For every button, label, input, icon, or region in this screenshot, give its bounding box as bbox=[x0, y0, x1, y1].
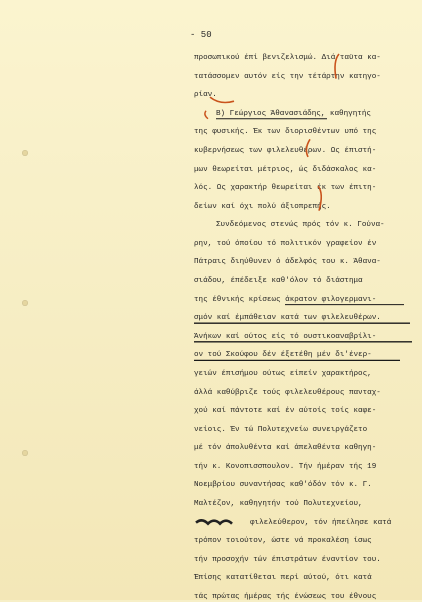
text-line: τατάσσομεν αυτόν είς την τέτάρτην κατηγο- bbox=[194, 72, 381, 81]
text-line: τάς πρώτας ήμέρας τής ένώσεως του έθνους bbox=[194, 593, 377, 601]
punch-hole bbox=[22, 300, 28, 306]
text-line: τήν προσοχήν τών έπιστράτων έναντίον του. bbox=[194, 555, 381, 564]
text-line: προσωπικού έπί βενιζελισμώ. Διά ταϋτα κα- bbox=[194, 54, 381, 62]
page-number: - 50 bbox=[190, 30, 212, 40]
text-line: τρόπον τοιούτον, ώστε νά προκαλέση ίσως bbox=[194, 537, 372, 546]
punch-hole bbox=[22, 150, 28, 156]
text-line: μέ τόν άπολυθέντα καί άπελαθέντα καθηγη- bbox=[194, 444, 377, 453]
text-line: Άνήκων καί ούτος είς τό ουστικοαναβρίλι- bbox=[194, 332, 377, 341]
text-line: της έθνικής κρίσεως άκρατον φιλογερμανι- bbox=[194, 295, 377, 304]
text-line: σμόν καί έμπάθειαν κατά των φιλελευθέρων. bbox=[194, 314, 381, 323]
text-line: σιάδου, έπέδειξε καθ'όλον τό διάστημα bbox=[194, 277, 363, 286]
text-line: Νοεμβρίου συναντήσας καθ'όδόν τόν κ. Γ. bbox=[194, 481, 372, 490]
text-line: Έπίσης κατατίθεται περί αύτού, ότι κατά bbox=[194, 574, 372, 583]
text-line: μων θεωρείται μέτριος, ώς διδάσκαλος κα- bbox=[194, 165, 377, 174]
text-line: τήν κ. Κονοπισσπουλον. Τήν ήμέραν τής 19 bbox=[194, 462, 377, 471]
text-line: κυβερνήσεως των φιλελευθέρων. Ως έπιστή- bbox=[194, 146, 377, 155]
text-line: Πάτραις διηύθυνεν ό άδελφός του κ. Άθανα- bbox=[194, 258, 381, 267]
orange-bracket-mark bbox=[205, 111, 208, 119]
text-line: φιλελεύθερον, τόν ήπείλησε κατά bbox=[250, 518, 392, 527]
text-line: ρην, τού όποίου τό πολιτικόν γραφείον έν bbox=[194, 239, 377, 248]
text-line: δείων καί όχι πολύ άξιοπρεπής. bbox=[194, 202, 331, 211]
text-line: Μαλτέζον, καθηγητήν τού Πολυτεχνείου, bbox=[194, 500, 363, 509]
text-line: Συνδεόμενος στενώς πρός τόν κ. Γούνα- bbox=[216, 221, 385, 230]
text-line: της φυσικής. Έκ των διορισθέντων υπό της bbox=[194, 128, 377, 137]
text-line: ρίαν. bbox=[194, 91, 217, 100]
strikeout-scribble bbox=[196, 520, 232, 523]
punch-hole bbox=[22, 450, 28, 456]
text-line: ον τού Σκούφου δέν έξετέθη μέν δι'ένερ- bbox=[194, 351, 372, 360]
text-line: Β) Γεώργιος Άθανασιάδης, καθηγητής bbox=[216, 109, 371, 118]
text-line: χού καί πάντοτε καί έν αύτοίς τοίς καφε- bbox=[194, 407, 377, 416]
text-line: γειών έπισήμου ούτως είπείν χαρακτήρος, bbox=[194, 369, 372, 378]
text-line: λός. Ως χαρακτήρ θεωρείται έκ των έπιτη- bbox=[194, 184, 377, 193]
text-line: νείοις. Έν τώ Πολυτεχνείω συνειργάζετο bbox=[194, 425, 368, 434]
text-line: άλλά καθύβριζε τούς φιλελευθέρους πανταχ- bbox=[194, 388, 381, 397]
